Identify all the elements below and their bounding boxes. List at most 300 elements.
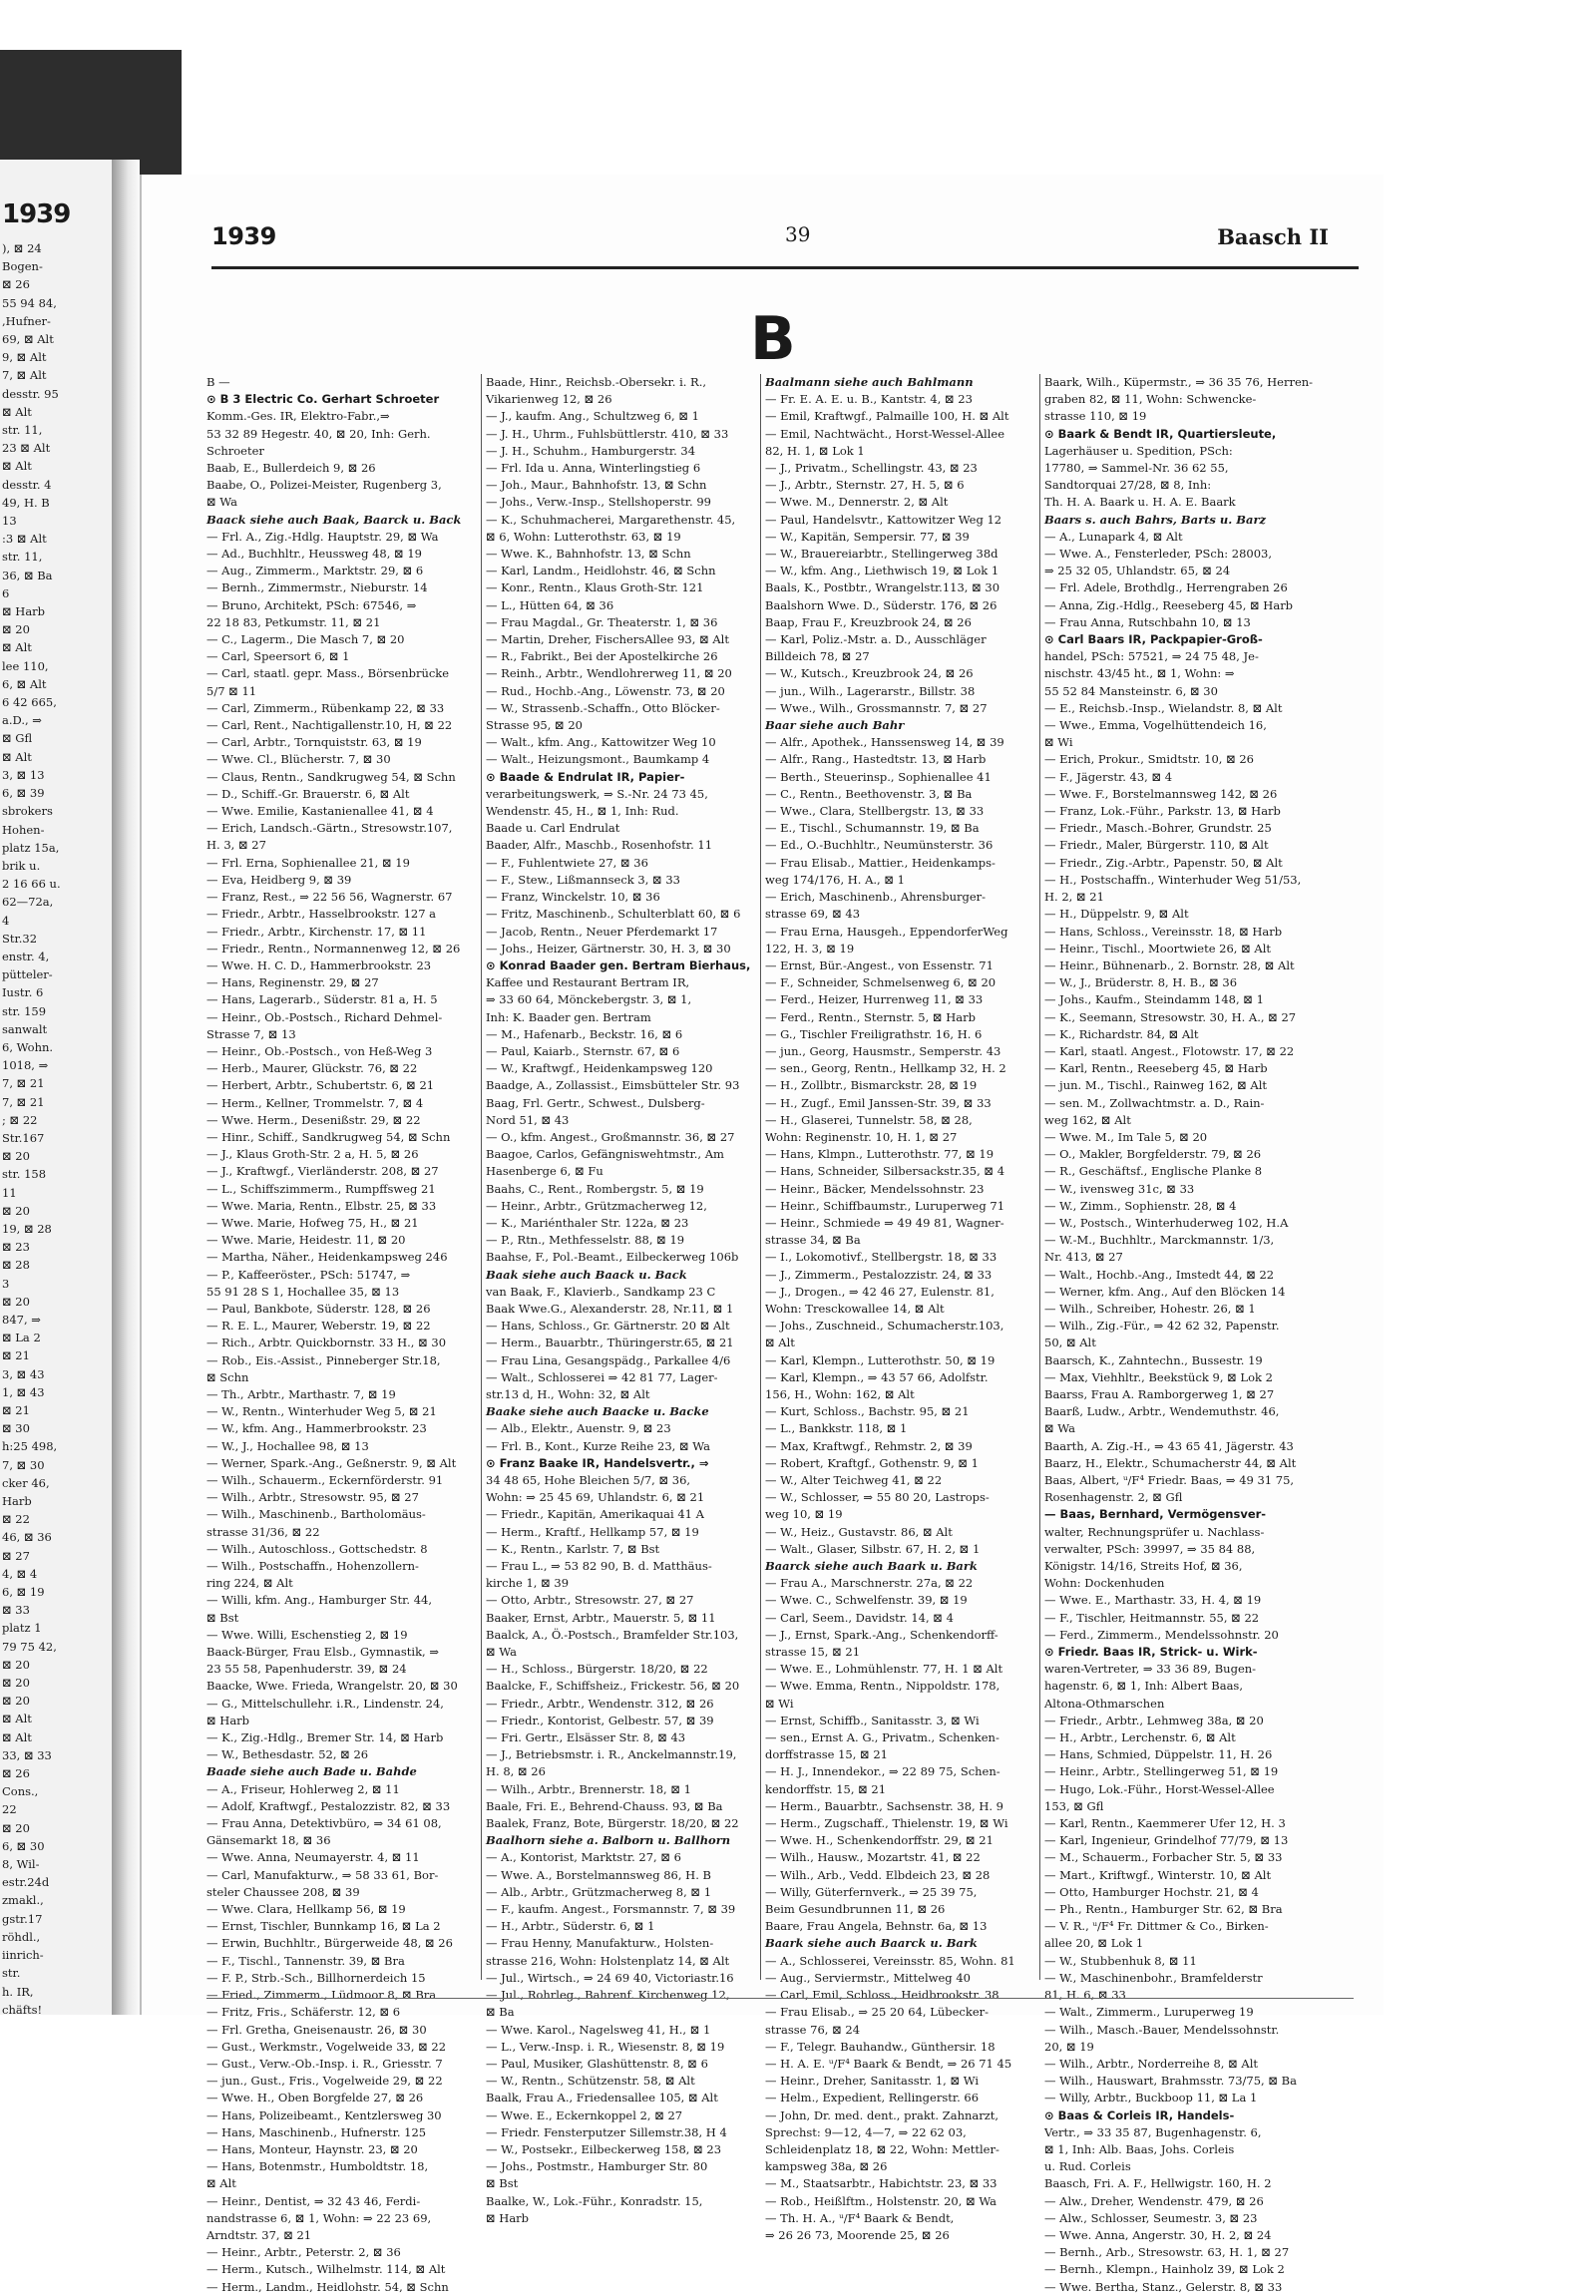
left-page-line: 3 [2,1276,10,1291]
column-1 [206,374,476,2294]
directory-entry: — Walt., Hochb.-Ang., Imstedt 44, ⊠ 22 [1044,1267,1275,1282]
left-page-line: ⊠ Alt [2,749,32,764]
directory-entry: — jun., Georg, Hausmstr., Semperstr. 43 [765,1043,1001,1058]
directory-entry: Baahse, F., Pol.-Beamt., Eilbeckerweg 106b [486,1250,739,1265]
directory-entry: ⊙ Konrad Baader gen. Bertram Bierhaus, [486,957,751,972]
directory-entry: — Hans, Maschinenb., Hufnerstr. 125 [206,2124,427,2139]
directory-entry: — W., Brauereiarbtr., Stellingerweg 38d [765,547,998,562]
directory-entry: Baalck, A., Ö.-Postsch., Bramfelder Str.103, [486,1627,739,1642]
directory-entry: — J., Zimmerm., Pestalozzistr. 24, ⊠ 33 [765,1267,993,1282]
directory-entry: — Herm., Kutsch., Wilhelmstr. 114, ⊠ Alt [206,2262,446,2277]
directory-entry: ⇒ 26 26 73, Moorende 25, ⊠ 26 [765,2227,950,2242]
directory-entry: — W., Strassenb.-Schaffn., Otto Blöcker- [486,700,720,715]
directory-entry: — Herm., Kraftf., Hellkamp 57, ⊠ 19 [486,1524,699,1539]
directory-entry: — J. H., Schuhm., Hamburgerstr. 34 [486,443,696,458]
left-page-line: desstr. 95 [2,386,59,401]
left-page-line: chäfts! [2,2002,43,2017]
directory-entry: ⊠ Wi [1044,735,1073,750]
directory-entry: ⊠ Ba [486,2005,515,2020]
directory-entry: strasse 15, ⊠ 21 [765,1645,861,1660]
directory-entry: — Wilh., Hausw., Mozartstr. 41, ⊠ 22 [765,1850,981,1865]
directory-entry: dorffstrasse 15, ⊠ 21 [765,1747,888,1762]
directory-entry: — Eva, Heidberg 9, ⊠ 39 [206,872,352,887]
directory-entry: — Heinr., Schmiede ⇒ 49 49 81, Wagner- [765,1215,1004,1230]
book-spine [112,160,140,2015]
left-page-line: h. IR, [2,1984,34,1999]
directory-entry: — R., Fabrikt., Bei der Apostelkirche 26 [486,649,718,664]
directory-entry: — Carl, staatl. gepr. Mass., Börsenbrücke [206,666,450,681]
directory-entry: Strasse 95, ⊠ 20 [486,718,583,733]
directory-entry: verarbeitungswerk, ⇒ S.-Nr. 24 73 45, [486,786,708,801]
directory-entry: — Ferd., Rentn., Sternstr. 5, ⊠ Harb [765,1009,976,1024]
directory-entry: — I., Lokomotivf., Stellbergstr. 18, ⊠ 33 [765,1250,998,1265]
column-3 [765,374,1034,2242]
directory-entry: 22 18 83, Petkumstr. 11, ⊠ 21 [206,614,381,629]
directory-entry: — C., Lagerm., Die Masch 7, ⊠ 20 [206,632,405,647]
directory-entry: — Paul, Handelsvtr., Kattowitzer Weg 12 [765,512,1002,527]
column-divider [481,374,482,1980]
directory-entry: walter, Rechnungsprüfer u. Nachlass- [1044,1524,1265,1539]
directory-entry: Baarck siehe auch Baark u. Bark [765,1559,978,1574]
left-page-line: str. 159 [2,1003,47,1018]
left-page-line: 33, ⊠ 33 [2,1747,52,1762]
directory-entry: nandstrasse 6, ⊠ 1, Wohn: ⇒ 22 23 69, [206,2210,432,2225]
page-number: 39 [785,222,811,246]
directory-entry: — Carl, Seem., Davidstr. 14, ⊠ 4 [765,1610,954,1625]
directory-entry: — Heinr., Dentist, ⇒ 32 43 46, Ferdi- [206,2193,421,2208]
directory-entry: 50, ⊠ Alt [1044,1336,1096,1350]
directory-entry: — Frau Anna, Detektivbüro, ⇒ 34 61 08, [206,1816,442,1831]
directory-entry: — Wwe. Anna, Neumayerstr. 4, ⊠ 11 [206,1850,420,1865]
directory-entry: — Heinr., Arbtr., Peterstr. 2, ⊠ 36 [206,2245,401,2260]
directory-entry: — Adolf, Kraftwgf., Pestalozzistr. 82, ⊠ 33 [206,1798,451,1813]
left-page-line: ⊠ 21 [2,1403,30,1417]
directory-entry: kendorffstr. 15, ⊠ 21 [765,1781,887,1796]
directory-entry: 156, H., Wohn: 162, ⊠ Alt [765,1386,915,1401]
directory-entry: — W., Rentn., Schützenstr. 58, ⊠ Alt [486,2074,695,2089]
directory-entry: Th. H. A. Baark u. H. A. E. Baark [1044,495,1236,510]
directory-entry: — Wwe. Emilie, Kastanienallee 41, ⊠ 4 [206,804,434,819]
directory-entry: — Friedr., Arbtr., Hasselbrookstr. 127 a [206,907,437,922]
directory-entry: ⊙ Carl Baars IR, Packpapier-Groß- [1044,632,1263,647]
directory-entry: — Frau Elisab., ⇒ 25 20 64, Lübecker- [765,2005,990,2020]
directory-entry: — Wwe. Willi, Eschenstieg 2, ⊠ 19 [206,1627,408,1642]
left-page-line: ⊠ 20 [2,1694,30,1709]
left-page-line: ⊠ 27 [2,1548,30,1563]
directory-entry: — H., Postschaffn., Winterhuder Weg 51/53, [1044,872,1302,887]
directory-entry: — Fried., Zimmerm., Lüdmoor 8, ⊠ Bra [206,1988,437,2003]
directory-entry: — Rob., Heißlftm., Holstenstr. 20, ⊠ Wa [765,2193,998,2208]
left-page-line: Hohen- [2,822,45,837]
directory-entry: — H., Düppelstr. 9, ⊠ Alt [1044,907,1189,922]
left-page-line: 847, ⇒ [2,1312,41,1327]
directory-entry: — A., Friseur, Hohlerweg 2, ⊠ 11 [206,1781,400,1796]
directory-entry: — W., Zimm., Sophienstr. 28, ⊠ 4 [1044,1198,1237,1213]
left-page-line: str. 11, [2,550,43,565]
directory-entry: Hasenberge 6, ⊠ Fu [486,1164,603,1179]
directory-entry: — Walt., Zimmerm., Luruperweg 19 [1044,2005,1254,2020]
directory-entry: — J., Ernst, Spark.-Ang., Schenkendorff- [765,1627,998,1642]
directory-entry: Billdeich 78, ⊠ 27 [765,649,870,664]
directory-entry: — Th. H. A., ᵘ/F⁴ Baark & Bendt, [765,2210,955,2225]
directory-entry: — Herm., Zugschaff., Thielenstr. 19, ⊠ Wi [765,1816,1008,1831]
left-page-line: ⊠ Alt [2,404,32,419]
directory-entry: — F., Tischl., Tannenstr. 39, ⊠ Bra [206,1953,405,1968]
directory-entry: Baalcke, F., Schiffsheiz., Frickestr. 56, ⊠ 20 [486,1679,740,1694]
left-page-line: 7, ⊠ 21 [2,1094,45,1109]
directory-entry: verwalter, PSch: 39997, ⇒ 35 84 88, [1044,1541,1256,1556]
directory-entry: — Wwe. Karol., Nagelsweg 41, H., ⊠ 1 [486,2022,711,2037]
directory-entry: — Walt., Heizungsmont., Baumkamp 4 [486,752,710,767]
left-page-line: platz 15a, [2,840,60,855]
directory-entry: ⊠ Wi [765,1696,794,1711]
left-page-line: cker 46, [2,1475,50,1490]
directory-entry: — W., ivensweg 31c, ⊠ 33 [1044,1181,1195,1196]
directory-entry: — Wwe. E., Eckernkoppel 2, ⊠ 27 [486,2107,683,2122]
column-divider [1039,374,1040,1980]
directory-entry: — Rich., Arbtr. Quickbornstr. 33 H., ⊠ 30 [206,1336,447,1350]
left-page-line: 11 [2,1185,17,1200]
directory-entry: — J., kaufm. Ang., Schultzweg 6, ⊠ 1 [486,409,699,424]
left-page-line: 6, ⊠ 30 [2,1838,45,1853]
left-page-line: 49, H. B [2,495,50,510]
directory-entry: Baark, Wilh., Küpermstr., ⇒ 36 35 76, Herren- [1044,375,1314,389]
directory-entry: — Wilh., Arb., Vedd. Elbdeich 23, ⊠ 28 [765,1867,991,1882]
left-page-line: röhdl., [2,1929,41,1944]
directory-entry: — Wwe. A., Borstelmannsweg 86, H. B [486,1867,711,1882]
directory-entry: — Wwe. Maria, Rentn., Elbstr. 25, ⊠ 33 [206,1198,437,1213]
directory-entry: — Friedr., Maler, Bürgerstr. 110, ⊠ Alt [1044,838,1269,853]
directory-entry: Baas, Albert, ᵘ/F⁴ Friedr. Baas, ⇒ 49 31 75, [1044,1473,1295,1487]
directory-entry: — L., Hütten 64, ⊠ 36 [486,597,614,612]
directory-entry: — Hinr., Schiff., Sandkrugweg 54, ⊠ Schn [206,1129,451,1144]
directory-entry: — Hans, Schloss., Gr. Gärtnerstr. 20 ⊠ Alt [486,1319,730,1334]
directory-entry: — Wilh., Arbtr., Norderreihe 8, ⊠ Alt [1044,2056,1259,2071]
directory-entry: Sprechst: 9—12, 4—7, ⇒ 22 62 03, [765,2124,967,2139]
left-page-fragment [0,160,115,2015]
directory-entry: — Erich, Prokur., Smidtstr. 10, ⊠ 26 [1044,752,1254,767]
directory-entry: — Franz, Rest., ⇒ 22 56 56, Wagnerstr. 67 [206,890,453,905]
directory-entry: Rosenhagenstr. 2, ⊠ Gfl [1044,1490,1183,1505]
directory-entry: — Wwe. Herm., Desenißstr. 29, ⊠ 22 [206,1112,421,1127]
directory-entry: — Wwe., Emma, Vogelhüttendeich 16, [1044,718,1267,733]
directory-entry: — Johs., Zuschneid., Schumacherstr.103, [765,1319,1004,1334]
directory-entry: — H., Zugf., Emil Janssen-Str. 39, ⊠ 33 [765,1095,992,1110]
left-page-line: brik u. [2,858,41,873]
directory-entry: — F., Jägerstr. 43, ⊠ 4 [1044,769,1173,784]
directory-entry: — Martha, Näher., Heidenkampsweg 246 [206,1250,448,1265]
directory-entry: Nord 51, ⊠ 43 [486,1112,570,1127]
directory-entry: — Friedr., Kontorist, Gelbestr. 57, ⊠ 39 [486,1713,714,1727]
left-page-line: ⊠ Alt [2,640,32,655]
directory-entry: Baade u. Carl Endrulat [486,821,620,836]
directory-entry: — Jul., Rohrleg., Bahrenf. Kirchenweg 12, [486,1988,730,2003]
directory-entry: — F., kaufm. Angest., Forsmannstr. 7, ⊠ 39 [486,1902,736,1917]
directory-entry: — Herm., Kellner, Trommelstr. 7, ⊠ 4 [206,1095,424,1110]
directory-entry: Baabe, O., Polizei-Meister, Rugenberg 3, [206,478,442,493]
directory-entry: u. Rud. Corleis [1044,2159,1131,2174]
directory-entry: — W., Alter Teichweg 41, ⊠ 22 [765,1473,943,1487]
left-page-line: ; ⊠ 22 [2,1112,38,1127]
left-page-line: ), ⊠ 24 [2,241,42,255]
directory-entry: — sen., Georg, Rentn., Hellkamp 32, H. 2 [765,1061,1006,1076]
directory-entry: — Johs., Verw.-Insp., Stellshoperstr. 99 [486,495,711,510]
left-page-line: ⊠ 20 [2,1149,30,1164]
directory-entry: — Rud., Hochb.-Ang., Löwenstr. 73, ⊠ 20 [486,683,725,698]
directory-entry: — Max, Viehhltr., Beekstück 9, ⊠ Lok 2 [1044,1369,1273,1384]
directory-entry: — Th., Arbtr., Marthastr. 7, ⊠ 19 [206,1386,396,1401]
left-page-line: ⊠ 20 [2,1676,30,1691]
directory-entry: Baade, Hinr., Reichsb.-Obersekr. i. R., [486,375,707,389]
directory-entry: ⊠ Wa [486,1645,517,1660]
directory-entry: Baar siehe auch Bahr [765,718,905,733]
directory-entry: — Alfr., Rang., Hastedtstr. 13, ⊠ Harb [765,752,987,767]
directory-entry: — Wilh., Masch.-Bauer, Mendelssohnstr. [1044,2022,1280,2037]
directory-entry: — Franz, Winckelstr. 10, ⊠ 36 [486,890,660,905]
directory-entry: — Gust., Verw.-Ob.-Insp. i. R., Griesstr. 7 [206,2056,443,2071]
directory-entry: ⊙ Baade & Endrulat IR, Papier- [486,769,685,784]
directory-entry: Baader, Alfr., Maschb., Rosenhofstr. 11 [486,838,713,853]
directory-entry: str.13 d, H., Wohn: 32, ⊠ Alt [486,1386,650,1401]
left-page-line: :3 ⊠ Alt [2,532,47,547]
directory-entry: ⊙ Baark & Bendt IR, Quartiersleute, [1044,426,1277,441]
directory-entry: Baasch, Fri. A. F., Hellwigstr. 160, H. 2 [1044,2176,1272,2191]
directory-entry: — Wwe. H., Oben Borgfelde 27, ⊠ 26 [206,2091,424,2105]
left-page-line: gstr.17 [2,1911,43,1926]
directory-entry: ⊙ Baas & Corleis IR, Handels- [1044,2107,1235,2122]
left-page-line: 7, ⊠ Alt [2,368,47,383]
directory-entry: — Fr. E. A. E. u. B., Kantstr. 4, ⊠ 23 [765,392,973,407]
directory-entry: — Erwin, Buchhltr., Bürgerweide 48, ⊠ 26 [206,1936,453,1951]
directory-entry: — Wwe. Cl., Blücherstr. 7, ⊠ 30 [206,752,391,767]
left-page-line: ⊠ 23 [2,1240,30,1255]
directory-entry: Wohn: Tresckowallee 14, ⊠ Alt [765,1301,945,1316]
directory-entry: Baalhorn siehe a. Balborn u. Ballhorn [486,1833,731,1848]
directory-entry: — Alb., Elektr., Auenstr. 9, ⊠ 23 [486,1421,671,1436]
directory-entry: — jun., Gust., Fris., Vogelweide 29, ⊠ 22 [206,2074,443,2089]
directory-entry: Baak siehe auch Baack u. Back [486,1267,687,1282]
directory-entry: — Otto, Arbtr., Stresowstr. 27, ⊠ 27 [486,1593,694,1608]
directory-entry: kirche 1, ⊠ 39 [486,1576,570,1591]
left-page-line: iinrich- [2,1948,44,1963]
directory-entry: Gänsemarkt 18, ⊠ 36 [206,1833,331,1848]
directory-entry: — Hans, Lagerarb., Süderstr. 81 a, H. 5 [206,992,438,1007]
directory-entry: — O., Makler, Borgfelderstr. 79, ⊠ 26 [1044,1147,1262,1162]
left-page-line: 6, ⊠ Alt [2,676,47,691]
directory-entry: — J., Betriebsmstr. i. R., Anckelmannstr.19, [486,1747,737,1762]
left-page-line: str. 11, [2,423,43,438]
directory-entry: — Bernh., Arb., Stresowstr. 63, H. 1, ⊠ 27 [1044,2245,1290,2260]
directory-entry: Baalke, W., Lok.-Führ., Konradstr. 15, [486,2193,703,2208]
directory-entry: — Karl, Rentn., Reeseberg 45, ⊠ Harb [1044,1061,1268,1076]
directory-entry: Sandtorquai 27/28, ⊠ 8, Inh: [1044,478,1212,493]
directory-entry: ⊠ 1, Inh: Alb. Baas, Johs. Corleis [1044,2141,1235,2156]
directory-entry: — Ed., O.-Buchhltr., Neumünsterstr. 36 [765,838,994,853]
directory-entry: — H., Schloss., Bürgerstr. 18/20, ⊠ 22 [486,1662,708,1677]
directory-entry: — Max, Kraftwgf., Rehmstr. 2, ⊠ 39 [765,1438,973,1453]
directory-entry: B — [206,375,230,389]
directory-entry: — Willy, Arbtr., Buckboop 11, ⊠ La 1 [1044,2091,1258,2105]
directory-entry: — W., Rentn., Winterhuder Weg 5, ⊠ 21 [206,1404,437,1419]
directory-entry: — Wilh., Postschaffn., Hohenzollern- [206,1559,419,1574]
directory-entry: — Wilh., Schauerm., Eckernförderstr. 91 [206,1473,444,1487]
left-page-line: sanwalt [2,1021,48,1036]
directory-entry: — Wilh., Hauswart, Brahmsstr. 73/75, ⊠ Ba [1044,2074,1297,2089]
directory-entry: — Herm., Bauarbtr., Thüringerstr.65, ⊠ 21 [486,1336,734,1350]
directory-entry: — Heinr., Bühnenarb., 2. Bornstr. 28, ⊠ Alt [1044,957,1295,972]
directory-entry: Baack siehe auch Baak, Baarck u. Back [206,512,462,527]
directory-entry: — Wilh., Maschinenb., Bartholomäus- [206,1507,426,1522]
left-page-line: 6, Wohn. [2,1039,54,1054]
directory-entry: — Wilh., Arbtr., Stresowstr. 95, ⊠ 27 [206,1490,419,1505]
left-page-line: 7, ⊠ 30 [2,1457,45,1472]
directory-entry: — Bruno, Architekt, PSch: 67546, ⇒ [206,597,417,612]
directory-entry: — Karl, Ingenieur, Grindelhof 77/79, ⊠ 13 [1044,1833,1289,1848]
directory-entry: strasse 34, ⊠ Ba [765,1233,861,1248]
directory-entry: ⇒ 25 32 05, Uhlandstr. 65, ⊠ 24 [1044,564,1231,578]
left-page-line: ⊠ Alt [2,1729,32,1744]
directory-entry: — Paul, Kaiarb., Sternstr. 67, ⊠ 6 [486,1043,680,1058]
directory-entry: — Wwe. Bertha, Stanz., Gelerstr. 8, ⊠ 33 [1044,2279,1283,2294]
left-page-line: 36, ⊠ Ba [2,568,53,582]
directory-entry: — Karl, staatl. Angest., Flotowstr. 17, ⊠ 22 [1044,1043,1295,1058]
directory-entry: Baab, E., Bullerdeich 9, ⊠ 26 [206,461,376,476]
directory-entry: — Friedr., Kapitän, Amerikaquai 41 A [486,1507,704,1522]
directory-entry: — K., Rentn., Karlstr. 7, ⊠ Bst [486,1541,660,1556]
directory-entry: — Hans, Botenmstr., Humboldtstr. 18, [206,2159,429,2174]
directory-entry: — Carl, Emil, Schloss., Heidbrookstr. 38 [765,1988,999,2003]
directory-entry: — R., Geschäftsf., Englische Planke 8 [1044,1164,1263,1179]
directory-entry: — Fritz, Maschinenb., Schulterblatt 60, ⊠ 6 [486,907,741,922]
left-page-line: ⊠ 30 [2,1421,30,1436]
left-page-line: ⊠ 20 [2,1820,30,1835]
directory-entry: — sen., Ernst A. G., Privatm., Schenken- [765,1730,999,1745]
directory-entry: — Hugo, Lok.-Führ., Horst-Wessel-Allee [1044,1781,1275,1796]
directory-entry: — H., Glaserei, Tunnelstr. 58, ⊠ 28, [765,1112,973,1127]
directory-entry: 82, H. 1, ⊠ Lok 1 [765,443,865,458]
directory-entry: — Alb., Arbtr., Grützmacherweg 8, ⊠ 1 [486,1884,712,1899]
directory-entry: — R. E. L., Maurer, Weberstr. 19, ⊠ 22 [206,1319,431,1334]
left-page-line: 4, ⊠ 4 [2,1566,38,1581]
directory-entry: — Wwe., Clara, Stellbergstr. 13, ⊠ 33 [765,804,985,819]
left-page-line: 23 ⊠ Alt [2,441,51,456]
left-page-line: 1018, ⇒ [2,1058,49,1073]
directory-entry: — Wwe. Marie, Hofweg 75, H., ⊠ 21 [206,1215,419,1230]
directory-entry: — W., Heiz., Gustavstr. 86, ⊠ Alt [765,1524,953,1539]
directory-entry: — J., Drogen., ⇒ 42 46 27, Eulenstr. 81, [765,1284,995,1299]
directory-entry: Baarss, Frau A. Ramborgerweg 1, ⊠ 27 [1044,1386,1275,1401]
directory-entry: — Hans, Klmpn., Lutterothstr. 77, ⊠ 19 [765,1147,995,1162]
directory-entry: nischstr. 43/45 ht., ⊠ 1, Wohn: ⇒ [1044,666,1235,681]
directory-page [140,175,1384,2294]
directory-entry: graben 82, ⊠ 11, Wohn: Schwencke- [1044,392,1257,407]
directory-entry: — Wwe. Marie, Heidestr. 11, ⊠ 20 [206,1233,406,1248]
directory-entry: — E., Tischl., Schumannstr. 19, ⊠ Ba [765,821,980,836]
directory-entry: — P., Kaffeeröster., PSch: 51747, ⇒ [206,1267,411,1282]
directory-entry: — Wwe. H. C. D., Hammerbrookstr. 23 [206,957,432,972]
directory-entry: — Wwe. Emma, Rentn., Nippoldstr. 178, [765,1679,1000,1694]
directory-entry: — Frau L., ⇒ 53 82 90, B. d. Matthäus- [486,1559,712,1574]
directory-entry: Baale, Fri. E., Behrend-Chauss. 93, ⊠ Ba [486,1798,723,1813]
directory-entry: — Friedr., Zig.-Arbtr., Papenstr. 50, ⊠ Alt [1044,855,1283,870]
directory-entry: 17780, ⇒ Sammel-Nr. 36 62 55, [1044,461,1229,476]
left-page-line: desstr. 4 [2,477,52,492]
directory-entry: strasse 31/36, ⊠ 22 [206,1524,320,1539]
directory-entry: — Werner, kfm. Ang., Auf den Blöcken 14 [1044,1284,1286,1299]
left-page-line: str. 158 [2,1167,47,1182]
directory-entry: — Alfr., Apothek., Hanssensweg 14, ⊠ 39 [765,735,1004,750]
directory-entry: — Friedr., Arbtr., Lehmweg 38a, ⊠ 20 [1044,1713,1264,1727]
directory-entry: — Kurt, Schloss., Bachstr. 95, ⊠ 21 [765,1404,970,1419]
directory-entry: — K., Richardstr. 84, ⊠ Alt [1044,1026,1199,1041]
directory-entry: — Berth., Steuerinsp., Sophienallee 41 [765,769,992,784]
directory-entry: — Heinr., Dreher, Sanitasstr. 1, ⊠ Wi [765,2074,980,2089]
directory-entry: — Gust., Werkmstr., Vogelweide 33, ⊠ 22 [206,2039,447,2054]
directory-entry: ⊙ Franz Baake IR, Handelsvertr., ⇒ [486,1455,709,1470]
directory-entry: — Friedr., Arbtr., Kirchenstr. 17, ⊠ 11 [206,924,427,939]
directory-entry: H. 8, ⊠ 26 [486,1764,546,1779]
directory-entry: Inh: K. Baader gen. Bertram [486,1009,651,1024]
directory-entry: Baap, Frau F., Kreuzbrook 24, ⊠ 26 [765,614,972,629]
directory-entry: — Heinr., Ob.-Postsch., von Heß-Weg 3 [206,1043,433,1058]
left-page-line: Bogen- [2,259,43,274]
directory-entry: Baag, Frl. Gertr., Schwest., Dulsberg- [486,1095,705,1110]
directory-entry: Altona-Othmarschen [1044,1696,1165,1711]
directory-entry: — Walt., Schlosserei ⇒ 42 81 77, Lager- [486,1369,718,1384]
directory-entry: Baarth, A. Zig.-H., ⇒ 43 65 41, Jägerstr. 43 [1044,1438,1294,1453]
directory-entry: — Wwe. F., Borstelmannsweg 142, ⊠ 26 [1044,786,1278,801]
directory-entry: — W., Maschinenbohr., Bramfelderstr [1044,1970,1263,1985]
directory-entry: — Johs., Postmstr., Hamburger Str. 80 [486,2159,708,2174]
directory-entry: — M., Staatsarbtr., Habichtstr. 23, ⊠ 33 [765,2176,998,2191]
directory-entry: 55 91 28 S 1, Hochallee 35, ⊠ 13 [206,1284,400,1299]
directory-entry: — W., Kraftwgf., Heidenkampsweg 120 [486,1061,713,1076]
directory-entry: — Friedr. Fensterputzer Sillemstr.38, H 4 [486,2124,727,2139]
directory-entry: ⊠ Wa [1044,1421,1075,1436]
directory-entry: — W., Bethesdastr. 52, ⊠ 26 [206,1747,369,1762]
left-page-line: 8, Wil- [2,1857,40,1872]
directory-entry: — H., Zollbtr., Bismarckstr. 28, ⊠ 19 [765,1078,978,1093]
directory-entry: — Ernst, Schiffb., Sanitasstr. 3, ⊠ Wi [765,1713,980,1727]
left-page-line: ⊠ 26 [2,277,30,292]
directory-entry: Baak Wwe.G., Alexanderstr. 28, Nr.11, ⊠ 1 [486,1301,734,1316]
directory-entry: — Wilh., Schreiber, Hohestr. 26, ⊠ 1 [1044,1301,1256,1316]
section-letter: B [750,304,796,374]
directory-entry: — Frl. Erna, Sophienallee 21, ⊠ 19 [206,855,410,870]
directory-entry: — Hans, Schmied, Düppelstr. 11, H. 26 [1044,1747,1273,1762]
left-page-line: Str.32 [2,931,38,946]
directory-entry: — Heinr., Arbtr., Stellingerweg 51, ⊠ 19 [1044,1764,1279,1779]
directory-entry: — Erich, Maschinenb., Ahrensburger- [765,890,987,905]
left-page-line: str. [2,1966,21,1981]
directory-entry: — Alw., Schlosser, Seumestr. 3, ⊠ 23 [1044,2210,1258,2225]
directory-entry: — Frau A., Marschnerstr. 27a, ⊠ 22 [765,1576,974,1591]
directory-entry: — Reinh., Arbtr., Wendlohrerweg 11, ⊠ 20 [486,666,732,681]
directory-entry: kampsweg 38a, ⊠ 26 [765,2159,888,2174]
directory-entry: ring 224, ⊠ Alt [206,1576,293,1591]
directory-entry: — D., Schiff.-Gr. Brauerstr. 6, ⊠ Alt [206,786,410,801]
directory-entry: Wohn: Dockenhuden [1044,1576,1165,1591]
left-page-line: 3, ⊠ 13 [2,767,45,782]
left-page-line: platz 1 [2,1621,42,1636]
directory-entry: — John, Dr. med. dent., prakt. Zahnarzt, [765,2107,999,2122]
directory-entry: Wohn: ⇒ 25 45 69, Uhlandstr. 6, ⊠ 21 [486,1490,705,1505]
running-title: Baasch II [1217,224,1329,249]
directory-entry: 20, ⊠ 19 [1044,2039,1094,2054]
directory-entry: — W., Kutsch., Kreuzbrook 24, ⊠ 26 [765,666,974,681]
left-page-line: ⊠ 20 [2,1657,30,1672]
directory-entry: strasse 76, ⊠ 24 [765,2022,861,2037]
